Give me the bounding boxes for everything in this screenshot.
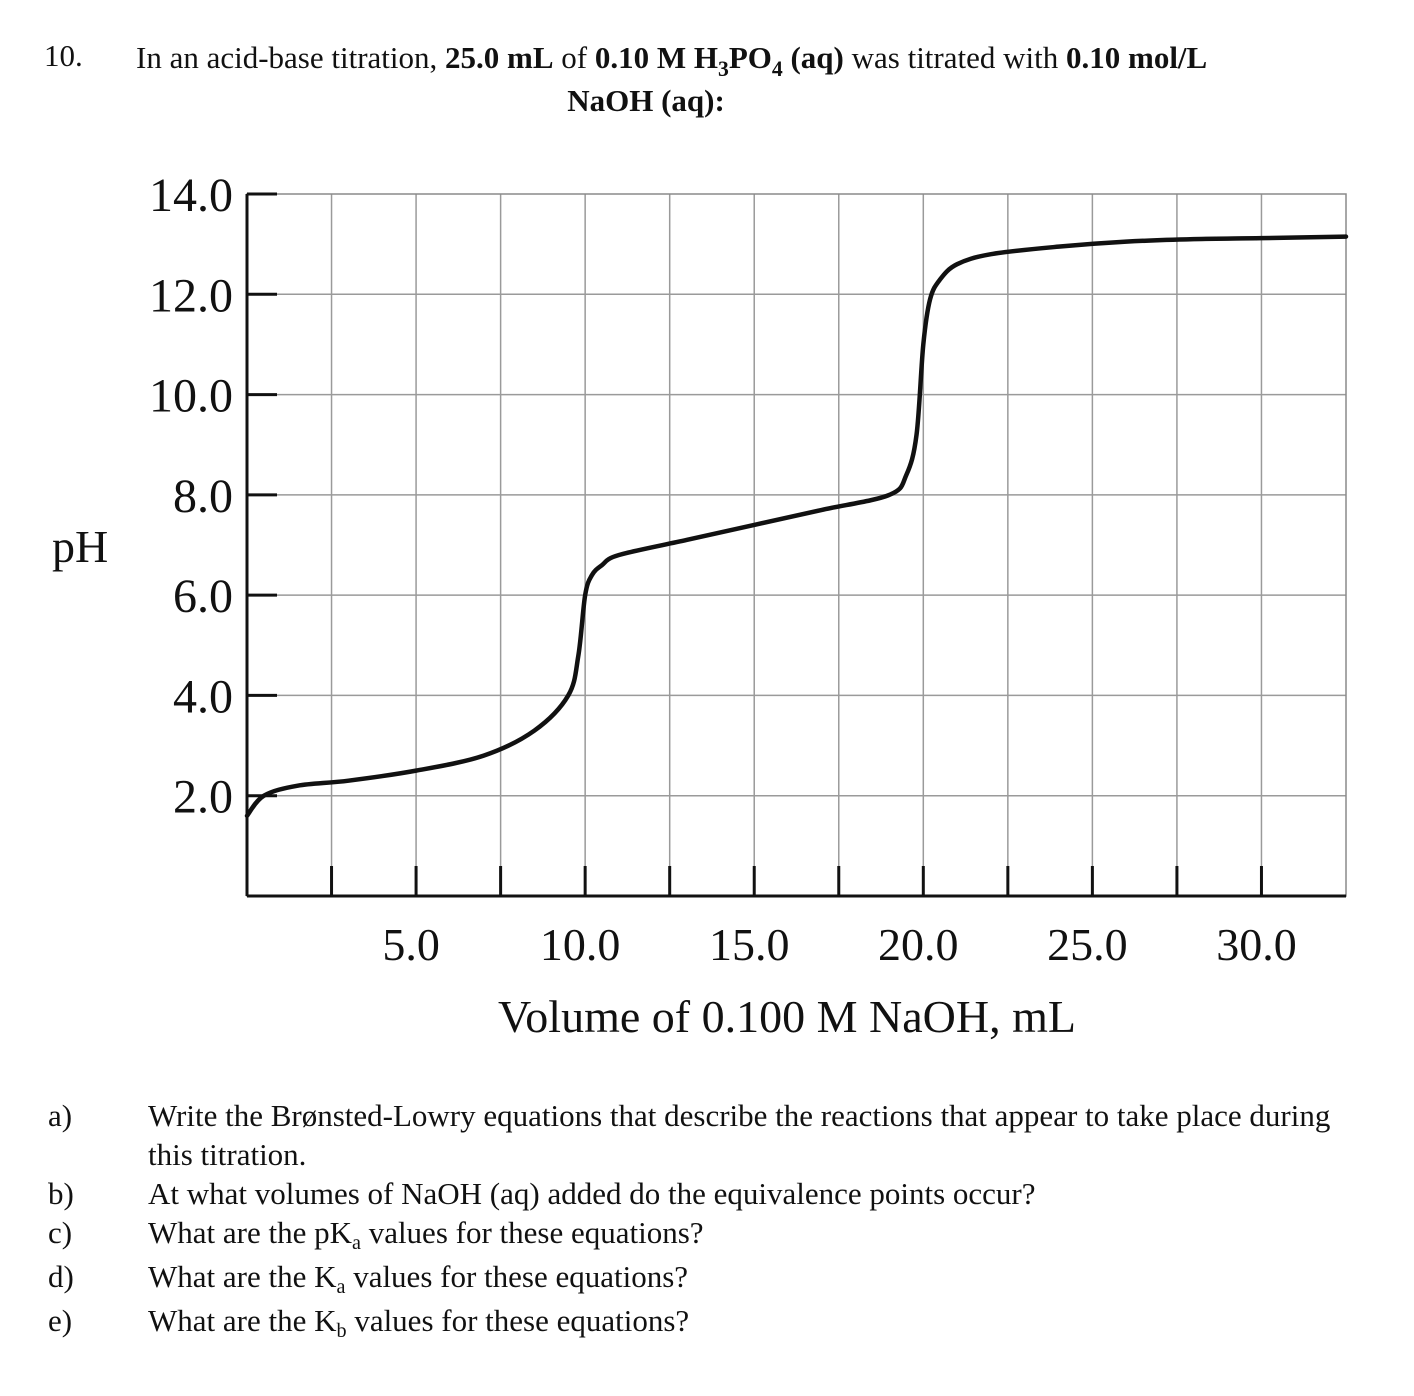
question-label: b) [48, 1176, 74, 1211]
question-text: What are the Ka values for these equations? [148, 1259, 689, 1298]
y-tick-label: 2.0 [173, 770, 233, 824]
question-list [0, 1096, 1414, 1345]
question-label: c) [48, 1215, 73, 1250]
question-intro: In an acid-base titration, [136, 40, 438, 75]
x-axis-label: Volume of 0.100 M NaOH, mL [498, 991, 1076, 1042]
y-tick-label: 12.0 [149, 269, 233, 323]
y-tick-label: 4.0 [173, 670, 233, 724]
chart-axes [247, 194, 1346, 896]
plot-frame [247, 194, 1346, 896]
question-c [0, 1213, 1414, 1257]
y-tick-label: 10.0 [149, 369, 233, 423]
acid-volume: 25.0 mL [445, 40, 554, 75]
question-a [0, 1096, 1414, 1174]
x-tick-label: 25.0 [1047, 919, 1128, 970]
chart-ticks [149, 169, 1297, 970]
question-label: a) [48, 1098, 73, 1133]
x-tick-label: 10.0 [539, 919, 621, 970]
question-text: Write the Brønsted-Lowry equations that describe the reactions that appear to take place during this titration. [148, 1098, 1331, 1172]
y-tick-label: 14.0 [149, 169, 233, 222]
question-text: What are the Kb values for these equations? [148, 1303, 690, 1342]
question-was: was titrated with [851, 40, 1059, 75]
question-d [0, 1257, 1414, 1301]
question-b [0, 1174, 1414, 1213]
question-label: e) [48, 1303, 73, 1338]
chart-series [247, 237, 1346, 816]
question-text: At what volumes of NaOH (aq) added do the equivalence points occur? [148, 1176, 1036, 1211]
acid-formula: 0.10 M $H_3PO_4$ (aq) [594, 40, 844, 81]
question-label: d) [48, 1259, 74, 1294]
base-name: NaOH (aq): [567, 83, 725, 118]
question-e [0, 1301, 1414, 1345]
series-line-ph [247, 237, 1346, 816]
question-number: 10. [44, 38, 83, 73]
y-axis-label: pH [52, 521, 109, 572]
base-concentration: 0.10 mol/L [1066, 40, 1208, 75]
question-text: What are the pKa values for these equations? [148, 1215, 704, 1254]
y-tick-label: 6.0 [173, 570, 233, 624]
y-tick-label: 8.0 [173, 469, 233, 523]
question-of: of [561, 40, 588, 75]
x-tick-label: 5.0 [382, 919, 440, 970]
chart-grid [247, 194, 1346, 896]
x-tick-label: 15.0 [708, 919, 790, 970]
x-tick-label: 20.0 [878, 919, 959, 970]
x-tick-label: 30.0 [1216, 919, 1297, 970]
